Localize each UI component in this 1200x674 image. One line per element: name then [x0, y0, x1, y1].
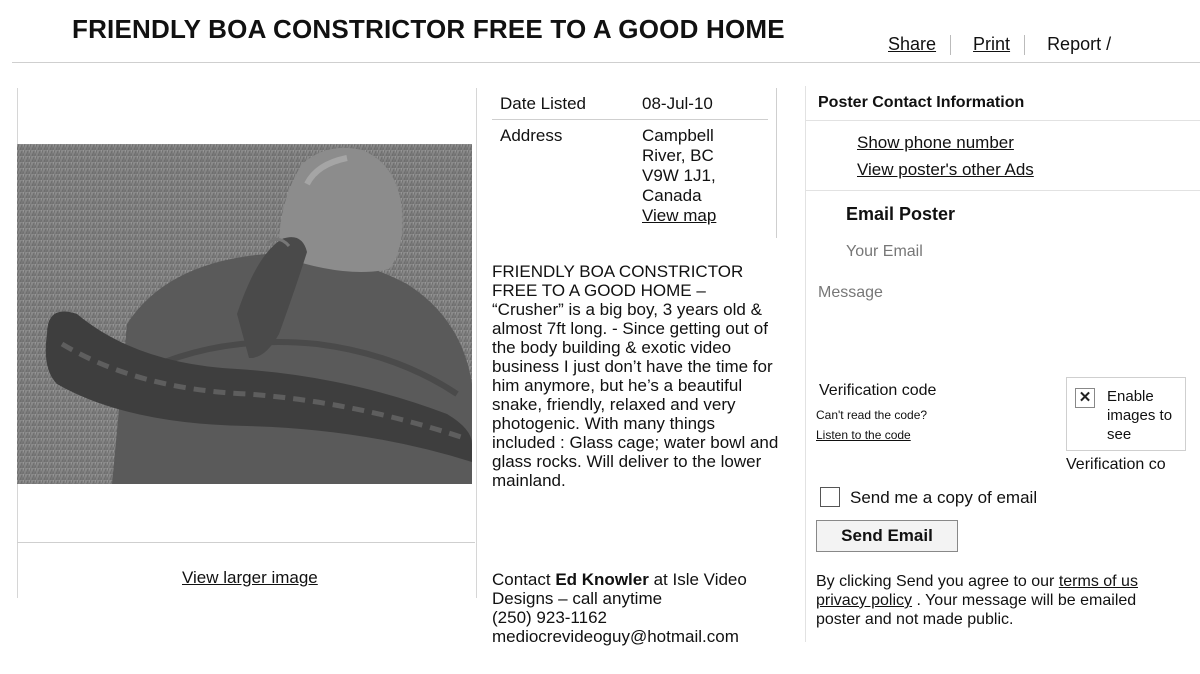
- send-copy-label: Send me a copy of email: [850, 488, 1038, 507]
- show-phone-link[interactable]: Show phone number: [857, 133, 1014, 152]
- poster-contact-title: Poster Contact Information: [818, 94, 1025, 111]
- terms-prefix: By clicking Send you agree to our: [816, 573, 1055, 590]
- terms-suffix: . Your message will be emailed: [916, 592, 1137, 609]
- section-divider: [805, 190, 1200, 191]
- view-map-link[interactable]: View map: [642, 206, 717, 225]
- divider: [950, 35, 951, 55]
- divider: [1024, 35, 1025, 55]
- date-listed-value: 08-Jul-10: [642, 94, 713, 113]
- listing-actions: [888, 34, 1111, 55]
- page-title: FRIENDLY BOA CONSTRICTOR FREE TO A GOOD HOME: [72, 14, 785, 44]
- broken-image-icon: ✕: [1075, 388, 1095, 408]
- address-line: Campbell: [642, 126, 714, 145]
- send-email-button[interactable]: Send Email: [816, 520, 958, 552]
- message-textarea[interactable]: [818, 284, 1188, 364]
- address-line: River, BC: [642, 146, 714, 165]
- captcha-image: [1066, 377, 1186, 451]
- captcha-alt-text: Enable images to see: [1107, 388, 1173, 443]
- contact-suffix: at Isle Video Designs – call anytime: [492, 570, 747, 608]
- contact-name: Ed Knowler: [555, 570, 649, 589]
- listing-description: FRIENDLY BOA CONSTRICTOR FREE TO A GOOD HOME – “Crusher” is a big boy, 3 years old & almost 7ft long. - Since getting out of the body building & exotic video business I just don’t have the time for him anymore, but he’s a beautiful snake, friendly, relaxed and very photogenic. With many things included : Glass cage; water bowl and glass rocks. Will deliver to the lower mainland.: [492, 262, 779, 490]
- listing-photo[interactable]: [17, 144, 472, 484]
- address-line: Canada: [642, 186, 702, 205]
- header-divider: [12, 62, 1200, 63]
- share-link[interactable]: Share: [888, 34, 937, 54]
- view-larger-image-link[interactable]: View larger image: [182, 568, 318, 587]
- address-label: Address: [500, 126, 563, 145]
- details-row-divider: [492, 119, 768, 120]
- contact-info: [492, 570, 792, 646]
- address-line: V9W 1J1,: [642, 166, 716, 185]
- contact-prefix: Contact: [492, 570, 551, 589]
- verification-code-label: Verification code: [819, 382, 937, 399]
- your-email-input[interactable]: [846, 240, 1186, 264]
- listing-details-table: [492, 88, 777, 238]
- report-link[interactable]: Report /: [1047, 34, 1112, 54]
- terms-last-line: poster and not made public.: [816, 611, 1014, 628]
- email-poster-heading: Email Poster: [846, 204, 956, 224]
- contact-email: mediocrevideoguy@hotmail.com: [492, 627, 739, 646]
- address-value: [642, 126, 770, 226]
- cant-read-code-text: Can't read the code?: [816, 408, 928, 422]
- print-link[interactable]: Print: [973, 34, 1011, 54]
- privacy-policy-link[interactable]: privacy policy: [816, 592, 913, 609]
- send-copy-checkbox[interactable]: [820, 487, 840, 507]
- contact-phone: (250) 923-1162: [492, 608, 607, 627]
- snake-photo-image: [17, 144, 472, 484]
- terms-of-use-link[interactable]: terms of us: [1058, 573, 1138, 590]
- verification-code-input[interactable]: [1066, 454, 1200, 476]
- date-listed-label: Date Listed: [500, 94, 586, 113]
- photo-divider: [17, 542, 475, 543]
- view-other-ads-link[interactable]: View poster's other Ads: [857, 160, 1034, 179]
- terms-notice: [816, 572, 1200, 629]
- listen-code-link[interactable]: Listen to the code: [816, 428, 911, 442]
